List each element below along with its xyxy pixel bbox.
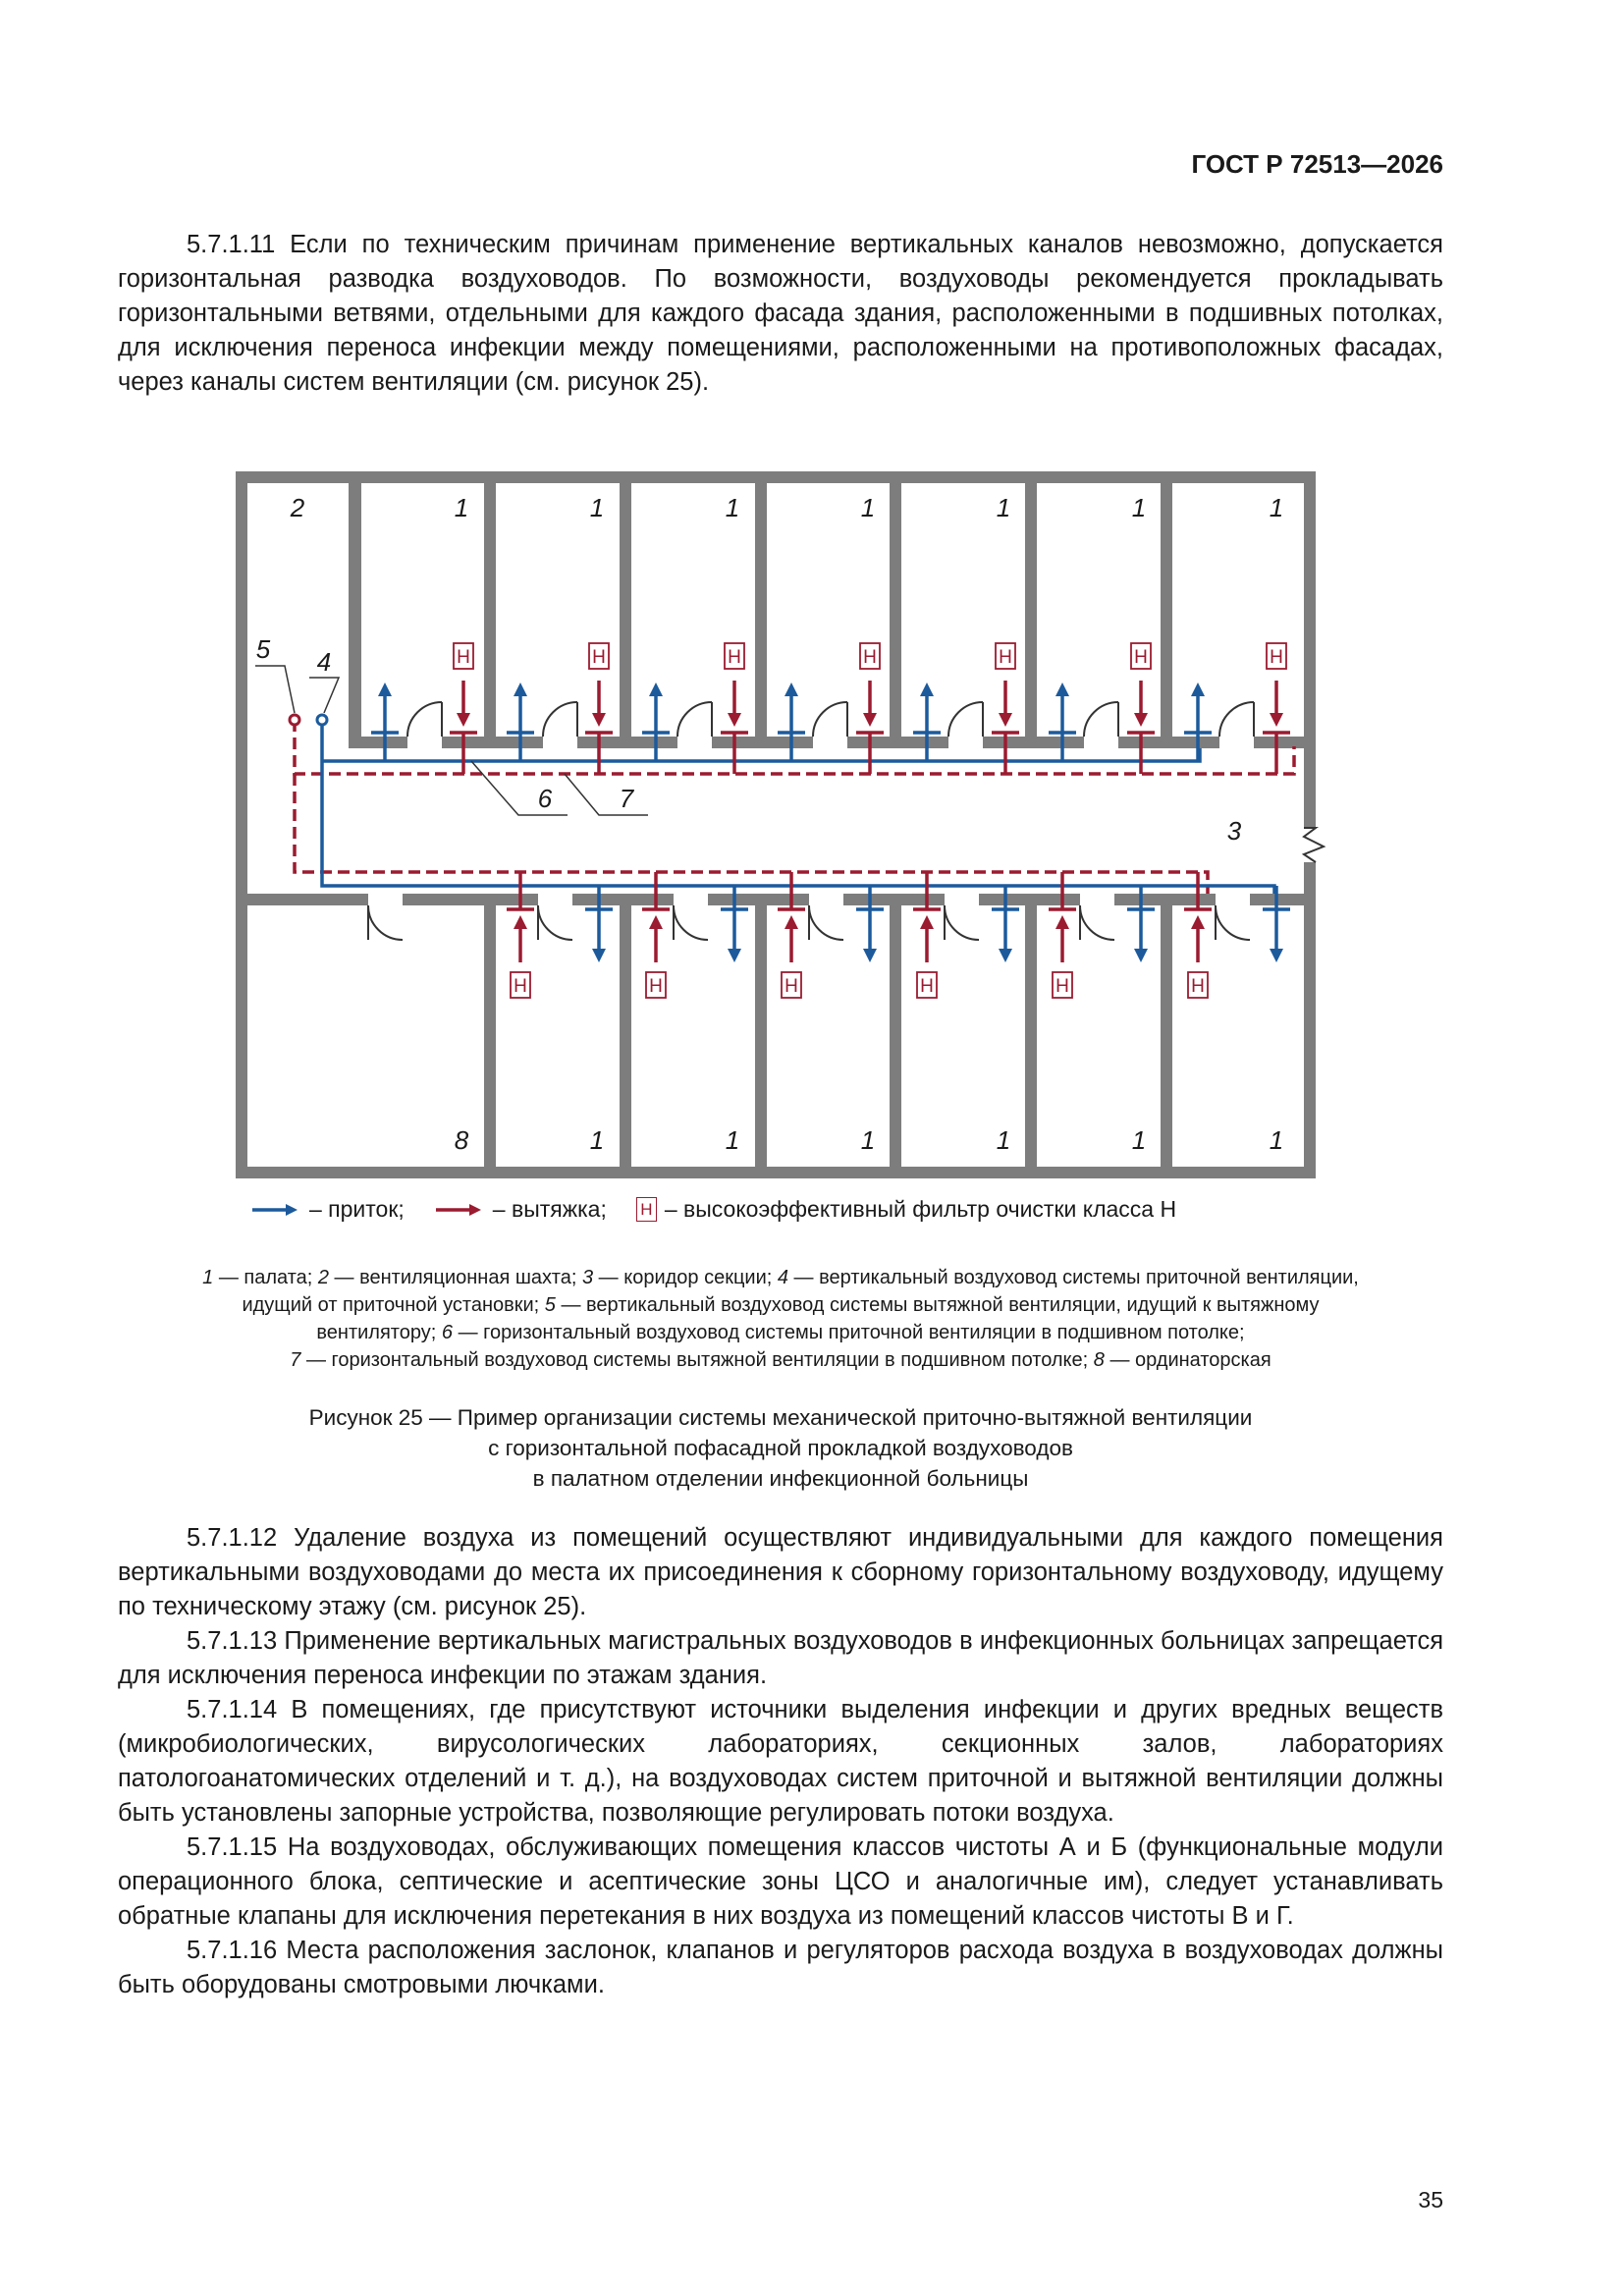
label-ward: 1	[589, 493, 605, 522]
label-exhaust-riser: 5	[255, 634, 271, 664]
upper-partition-6	[1161, 471, 1172, 748]
upper-corridor-wall-6	[1118, 737, 1219, 748]
filter-upper	[725, 643, 744, 669]
filter-letter: Н	[592, 647, 606, 668]
paragraph: 5.7.1.12 Удаление воздуха из помещений осуществляют индивидуальными для каждого помещения вертикальными воздуховодами до места их присоединения к сборному горизонтальному воздуховоду, идущему по техническому этажу (см. рисунок 25).	[118, 1524, 1443, 1620]
door-swing	[1216, 905, 1250, 940]
legend-filter-label: – высокоэффективный фильтр очистки класса Н	[664, 1196, 1177, 1222]
filter-letter: Н	[1270, 647, 1283, 668]
lower-corridor-wall-2	[572, 894, 674, 905]
supply-arrow-down-head	[1270, 949, 1283, 962]
exhaust-arrow-down-head	[999, 713, 1012, 727]
door-swing	[1084, 702, 1118, 737]
leader-6	[471, 761, 568, 815]
upper-corridor-wall-3	[712, 737, 813, 748]
label-ward: 1	[454, 493, 469, 522]
filter-letter: Н	[1134, 647, 1148, 668]
supply-arrow-down-head	[592, 949, 606, 962]
door-swing	[674, 905, 708, 940]
upper-partition-0	[349, 471, 361, 748]
filter-upper	[1267, 643, 1286, 669]
filter-letter: Н	[457, 647, 470, 668]
filter-letter: Н	[863, 647, 877, 668]
label-ward: 1	[1131, 1125, 1147, 1155]
supply-arrow-up-head	[784, 683, 798, 696]
upper-corridor-wall-1	[442, 737, 543, 748]
filter-h-icon: Н	[636, 1197, 657, 1222]
supply-arrow-up-head	[649, 683, 663, 696]
exhaust-arrow-up-head	[784, 915, 798, 929]
leader-4	[309, 678, 339, 713]
lower-partition-5	[1161, 905, 1172, 1178]
exhaust-duct-lower	[295, 774, 1208, 894]
label-ward: 1	[1269, 1125, 1284, 1155]
label-ward: 1	[725, 493, 740, 522]
figure-keys: 1 — палата; 2 — вентиляционная шахта; 3 — коридор секции; 4 — вертикальный воздуховод системы приточной вентиляции, идущий от приточной установки; 5 — вертикальный воздуховод системы вытяжной вентиляции, идущий к вытяжному вентилятору; 6 — горизонтальный воздуховод системы приточной вентиляции в подшивном потолке; 7 — горизонтальный воздуховод системы вытяжной вентиляции в подшивном потолке; 8 — ординаторская	[202, 1267, 1359, 1371]
upper-corridor-wall-4	[847, 737, 948, 748]
exhaust-arrow-down-head	[1270, 713, 1283, 727]
paragraph-5-7-1-11: 5.7.1.11 Если по техническим причинам применение вертикальных каналов невозможно, допускается горизонтальная разводка воздуховодов. По возможности, воздуховоды рекомендуется прокладывать горизонтальными ветвями, отдельными для каждого фасада здания, расположенными в подшивных потолках, для исключения переноса инфекции между помещениями, расположенными на противоположных фасадах, через каналы систем вентиляции (см. рисунок 25).	[118, 231, 1443, 396]
door-swing	[677, 702, 712, 737]
outer-wall-right-lower	[1304, 862, 1316, 1178]
exhaust-arrow-down-head	[1134, 713, 1148, 727]
door-swing	[813, 702, 847, 737]
paragraph: 5.7.1.15 На воздуховодах, обслуживающих помещения классов чистоты А и Б (функциональные модули операционного блока, септические и асептические зоны ЦСО и аналогичные им), следует устанавливать обратные клапаны для исключения перетекания в них воздуха из помещений классов чистоты В и Г.	[118, 1833, 1443, 1930]
filter-upper	[589, 643, 609, 669]
filter-letter: Н	[999, 647, 1012, 668]
supply-riser-marker	[317, 715, 327, 725]
upper-partition-1	[484, 471, 496, 748]
legend-supply-label: – приток;	[309, 1196, 405, 1222]
document-code: ГОСТ Р 72513—2026	[1191, 149, 1443, 179]
paragraph: 5.7.1.16 Места расположения заслонок, клапанов и регуляторов расхода воздуха в воздуховодах должны быть оборудованы смотровыми лючками.	[118, 1937, 1443, 1998]
upper-corridor-wall-end	[1254, 737, 1316, 748]
supply-arrow-down-head	[1134, 949, 1148, 962]
filter-lower	[917, 972, 937, 998]
upper-partition-4	[890, 471, 901, 748]
filter-letter: Н	[1191, 976, 1205, 997]
exhaust-arrow-down-head	[592, 713, 606, 727]
filter-upper	[996, 643, 1015, 669]
supply-arrow-icon	[250, 1202, 299, 1218]
door-swing	[538, 905, 572, 940]
exhaust-arrow-up-head	[649, 915, 663, 929]
filter-lower	[646, 972, 666, 998]
lower-corridor-wall-6	[1114, 894, 1216, 905]
filter-lower	[1188, 972, 1208, 998]
figure-caption: Рисунок 25 — Пример организации системы механической приточно-вытяжной вентиляции с горизонтальной пофасадной прокладкой воздуховодов в палатном отделении инфекционной больницы	[308, 1405, 1253, 1491]
upper-corridor-wall-0	[349, 737, 407, 748]
supply-arrow-down-head	[728, 949, 741, 962]
filter-upper	[860, 643, 880, 669]
filter-letter: Н	[728, 647, 741, 668]
label-ward: 1	[860, 493, 876, 522]
exhaust-arrow-up-head	[1191, 915, 1205, 929]
outer-wall-top	[236, 471, 1316, 483]
outer-wall-bottom	[236, 1167, 1316, 1178]
paragraph: 5.7.1.13 Применение вертикальных магистральных воздуховодов в инфекционных больницах запрещается для исключения переноса инфекции по этажам здания.	[118, 1627, 1443, 1689]
upper-corridor-wall-5	[983, 737, 1084, 748]
lower-partition-1	[620, 905, 631, 1178]
exhaust-arrow-up-head	[920, 915, 934, 929]
label-shaft: 2	[290, 493, 305, 522]
supply-arrow-up-head	[378, 683, 392, 696]
filter-lower	[782, 972, 801, 998]
exhaust-arrow-up-head	[514, 915, 527, 929]
lower-partition-2	[755, 905, 767, 1178]
door-swing	[543, 702, 577, 737]
filter-lower	[1053, 972, 1072, 998]
label-ward: 1	[996, 493, 1011, 522]
outer-wall-right-upper	[1304, 471, 1316, 828]
filter-upper	[454, 643, 473, 669]
exhaust-arrow-icon	[434, 1202, 483, 1218]
filter-letter: Н	[784, 976, 798, 997]
filter-letter: Н	[1055, 976, 1069, 997]
door-swing	[368, 905, 403, 940]
exhaust-riser-marker	[290, 715, 299, 725]
legend-exhaust	[434, 1196, 607, 1223]
leader-5	[255, 666, 295, 713]
upper-corridor-wall-2	[577, 737, 677, 748]
supply-arrow-up-head	[920, 683, 934, 696]
label-supply-riser: 4	[316, 647, 332, 677]
label-ward: 1	[1131, 493, 1147, 522]
label-ward: 1	[1269, 493, 1284, 522]
upper-partition-3	[755, 471, 767, 748]
figure-legend	[250, 1196, 1206, 1223]
door-swing	[948, 702, 983, 737]
filter-letter: Н	[649, 976, 663, 997]
door-swing	[809, 905, 843, 940]
upper-partition-2	[620, 471, 631, 748]
supply-arrow-up-head	[1055, 683, 1069, 696]
door-swing	[1080, 905, 1114, 940]
supply-arrow-up-head	[514, 683, 527, 696]
body-text	[118, 1521, 1443, 2002]
legend-exhaust-label: – вытяжка;	[492, 1196, 607, 1222]
lower-corridor-wall-1	[403, 894, 538, 905]
supply-arrow-up-head	[1191, 683, 1205, 696]
supply-arrow-down-head	[999, 949, 1012, 962]
lower-corridor-wall-0	[247, 894, 368, 905]
filter-upper	[1131, 643, 1151, 669]
label-ward: 1	[860, 1125, 876, 1155]
exhaust-arrow-up-head	[1055, 915, 1069, 929]
label-exhaust-duct: 7	[619, 784, 634, 813]
label-corridor: 3	[1226, 816, 1242, 846]
door-swing	[407, 702, 442, 737]
label-ward: 1	[589, 1125, 605, 1155]
filter-lower	[511, 972, 530, 998]
lower-partition-4	[1025, 905, 1037, 1178]
lower-corridor-wall-3	[708, 894, 809, 905]
lower-corridor-wall-5	[979, 894, 1080, 905]
exhaust-arrow-down-head	[863, 713, 877, 727]
legend-filter	[636, 1196, 1176, 1223]
lower-corridor-wall-4	[843, 894, 945, 905]
exhaust-arrow-down-head	[728, 713, 741, 727]
figure-labels	[255, 493, 1283, 1155]
page-number: 35	[1418, 2187, 1443, 2213]
label-staff-room: 8	[454, 1125, 469, 1155]
airflow-arrows	[371, 643, 1290, 998]
supply-arrow-down-head	[863, 949, 877, 962]
wall-break-symbol	[1304, 828, 1324, 862]
ventilation-floor-plan	[226, 462, 1335, 1178]
lower-partition-3	[890, 905, 901, 1178]
label-ward: 1	[725, 1125, 740, 1155]
door-swing	[945, 905, 979, 940]
label-ward: 1	[996, 1125, 1011, 1155]
building-walls	[236, 471, 1324, 1178]
upper-partition-5	[1025, 471, 1037, 748]
door-swing	[1219, 702, 1254, 737]
filter-letter: Н	[514, 976, 527, 997]
label-supply-duct: 6	[537, 784, 553, 813]
lower-partition-0	[484, 905, 496, 1178]
legend-supply	[250, 1196, 405, 1223]
outer-wall-left	[236, 471, 247, 1178]
filter-letter: Н	[920, 976, 934, 997]
leader-7	[565, 774, 648, 815]
paragraph: 5.7.1.14 В помещениях, где присутствуют источники выделения инфекции и других вредных веществ (микробиологических, вирусологических лабораториях, секционных залов, лабораториях патологоанатомических отделений и т. д.), на воздуховодах систем приточной и вытяжной вентиляции должны быть установлены запорные устройства, позволяющие регулировать потоки воздуха.	[118, 1696, 1443, 1827]
supply-duct-upper	[322, 748, 1200, 761]
exhaust-arrow-down-head	[457, 713, 470, 727]
